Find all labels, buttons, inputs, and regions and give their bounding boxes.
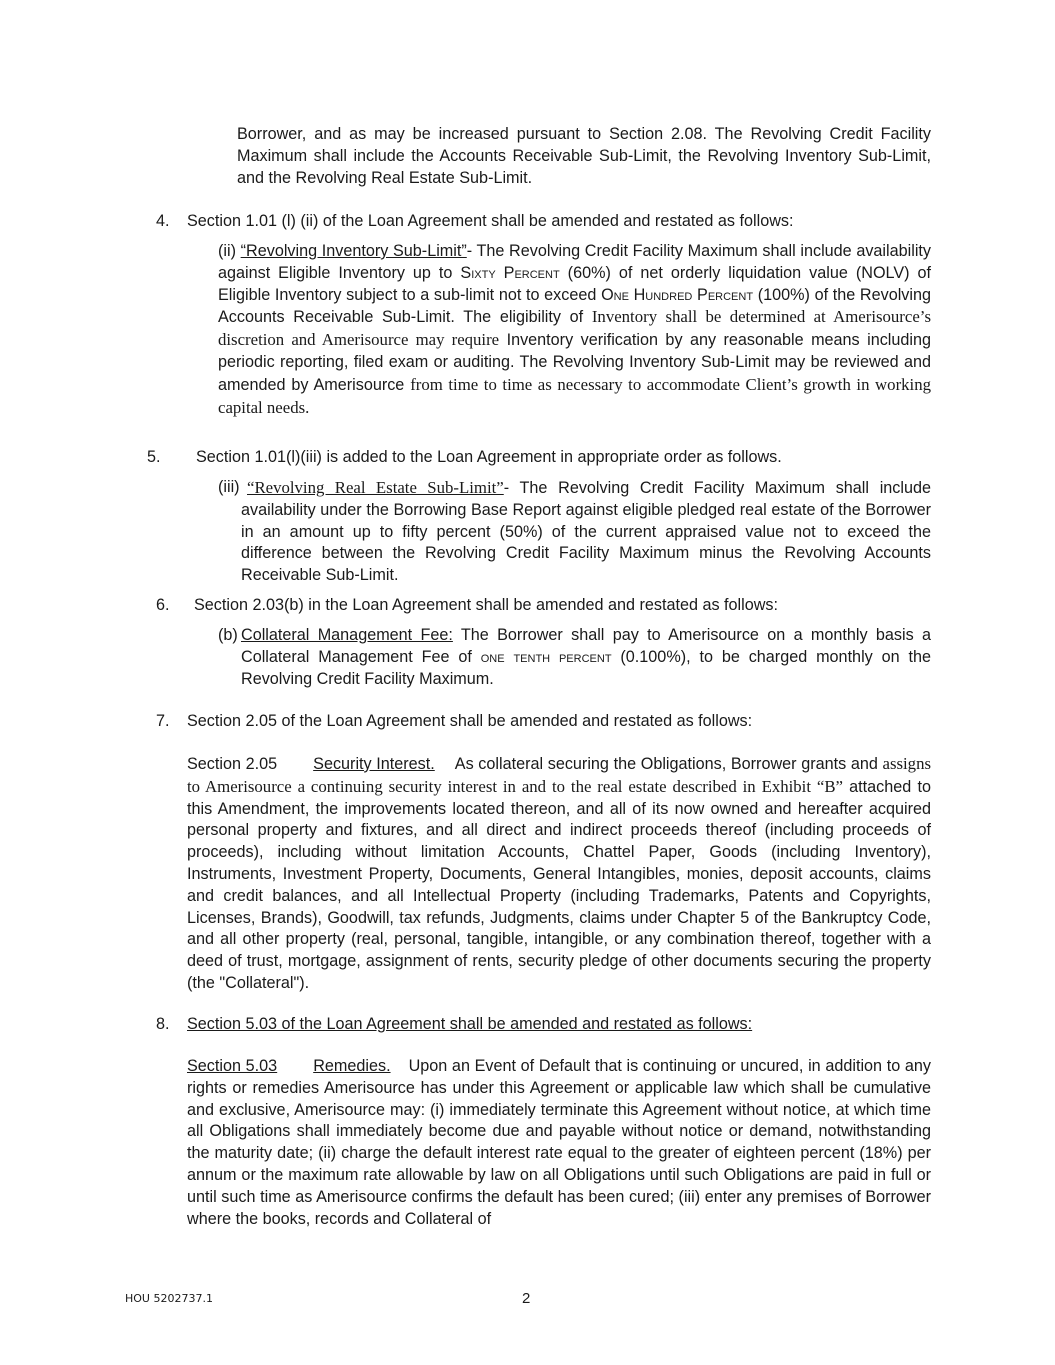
- item-8-body: [187, 1056, 931, 1230]
- item-6-label: (b): [218, 626, 238, 644]
- item-4-serif-2: from time to time as necessary to accommodate Client’s growth in working capital needs.: [218, 374, 931, 417]
- item-7-body: [187, 753, 931, 995]
- item-5-text: - The Revolving Credit Facility Maximum shall include availability under the Borrowing Base Report against eligible pledged real estate of the Borrower in an amount up to fifty percent (50%) of the current appraised value not to exceed the difference between the Revolving Credit Facility Maximum minus the Revolving Accounts Receivable Sub-Limit.: [241, 479, 931, 585]
- footer-page-number: 2: [522, 1290, 531, 1307]
- item-4-text-a: - The Revolving Credit Facility Maximum shall include availability against Eligible Inventory up to: [218, 242, 932, 282]
- item-4-text-b: (60%) of net orderly liquidation value (NOLV) of Eligible Inventory subject to a sub-limit not to exceed: [218, 263, 932, 304]
- footer-document-id: HOU 5202737.1: [125, 1292, 213, 1305]
- item-4-label: (ii): [218, 242, 236, 260]
- item-5-heading: Section 1.01(l)(iii) is added to the Loan Agreement in appropriate order as follows.: [196, 448, 782, 466]
- item-4-body: [218, 241, 931, 419]
- item-4-sc2: One Hundred Percent: [601, 285, 754, 304]
- item-6-sc: one tenth percent: [480, 647, 612, 666]
- item-6-text-b: (0.100%), to be charged monthly on the Revolving Credit Facility Maximum.: [241, 647, 932, 688]
- item-8-heading-text: Section 5.03 of the Loan Agreement shall be amended and restated as follows:: [187, 1015, 753, 1033]
- item-5-label: (iii): [218, 478, 240, 496]
- item-5-number: 5.: [147, 448, 161, 466]
- item-4-text-d: Inventory verification by any reasonable means including periodic reporting, filed exam or auditing. The Revolving Inventory Sub-Limit may be reviewed and amended by Amerisource: [218, 331, 931, 394]
- item-4-serif-1: Inventory shall be determined at Amerisource’s discretion and Amerisource may require: [218, 307, 931, 350]
- item-4-sc1: Sixty Percent: [460, 263, 560, 282]
- item-7-section: Section 2.05: [187, 755, 278, 773]
- item-7-text-b: attached to this Amendment, the improvements located thereon, and all of its now owned and hereafter acquired personal property and fixtures, and all direct and indirect proceeds thereof (including proceeds of proceeds), including without limitation Accounts, Chattel Paper, Goods (including Inventory), Instruments, Investment Property, Documents, General Intangibles, monies, deposit accounts, claims and credit balances, and all Intellectual Property (including Trademarks, Patents and Copyrights, Licenses, Brands), Goodwill, tax refunds, Judgments, claims under Chapter 5 of the Bankruptcy Code, and all other property (real, personal, tangible, intangible, or any combination thereof, together with a deed of trust, mortgage, assignment of rents, security pledge of other documents securing the property (the "Collateral").: [187, 777, 931, 992]
- item-4-number: 4.: [156, 212, 170, 230]
- intro-text: Borrower, and as may be increased pursuant to Section 2.08. The Revolving Credit Facility Maximum shall include the Accounts Receivable Sub-Limit, the Revolving Inventory Sub-Limit, and the Revolving Real Estate Sub-Limit.: [237, 125, 931, 187]
- item-4-term: “Revolving Inventory Sub-Limit”: [240, 242, 467, 260]
- item-8-title: Remedies.: [313, 1057, 391, 1075]
- item-7-number: 7.: [156, 712, 170, 730]
- item-6-heading: Section 2.03(b) in the Loan Agreement shall be amended and restated as follows:: [194, 596, 779, 614]
- item-4-text-c: (100%) of the Revolving Accounts Receivable Sub-Limit. The eligibility of: [218, 285, 931, 327]
- item-5-term: “Revolving Real Estate Sub-Limit”: [247, 478, 504, 497]
- item-7-serif: assigns to Amerisource a continuing security interest in and to the real estate described in Exhibit “B”: [187, 754, 931, 796]
- item-6-term: Collateral Management Fee:: [241, 626, 453, 644]
- item-5-body: [241, 477, 931, 587]
- item-7-text-a: As collateral securing the Obligations, Borrower grants and: [454, 755, 883, 773]
- item-7-heading: Section 2.05 of the Loan Agreement shall be amended and restated as follows:: [187, 712, 753, 730]
- item-8-number: 8.: [156, 1015, 170, 1033]
- item-6-body: [241, 625, 931, 690]
- item-8-heading: [171, 1014, 752, 1036]
- item-6-text-a: The Borrower shall pay to Amerisource on a monthly basis a Collateral Management Fee of: [241, 626, 931, 666]
- item-7-title: Security Interest.: [313, 755, 435, 773]
- item-4-heading: Section 1.01 (l) (ii) of the Loan Agreement shall be amended and restated as follows:: [187, 212, 794, 230]
- item-8-section: Section 5.03: [187, 1057, 278, 1075]
- intro-paragraph: [237, 124, 931, 189]
- item-8-text: Upon an Event of Default that is continuing or uncured, in addition to any rights or remedies Amerisource has under this Agreement or applicable law which shall be cumulative and exclusive, Amerisource may: (i) immediately terminate this Agreement without notice, at which time all Obligations shall immediately become due and payable without notice or demand, notwithstanding the maturity date; (ii) charge the default interest rate equal to the greater of eighteen percent (18%) per annum or the maximum rate allowable by law on all Obligations until such Obligations are paid in full or until such time as Amerisource confirms the default has been cured; (iii) enter any premises of Borrower where the books, records and Collateral of: [187, 1057, 932, 1228]
- item-6-number: 6.: [156, 596, 170, 614]
